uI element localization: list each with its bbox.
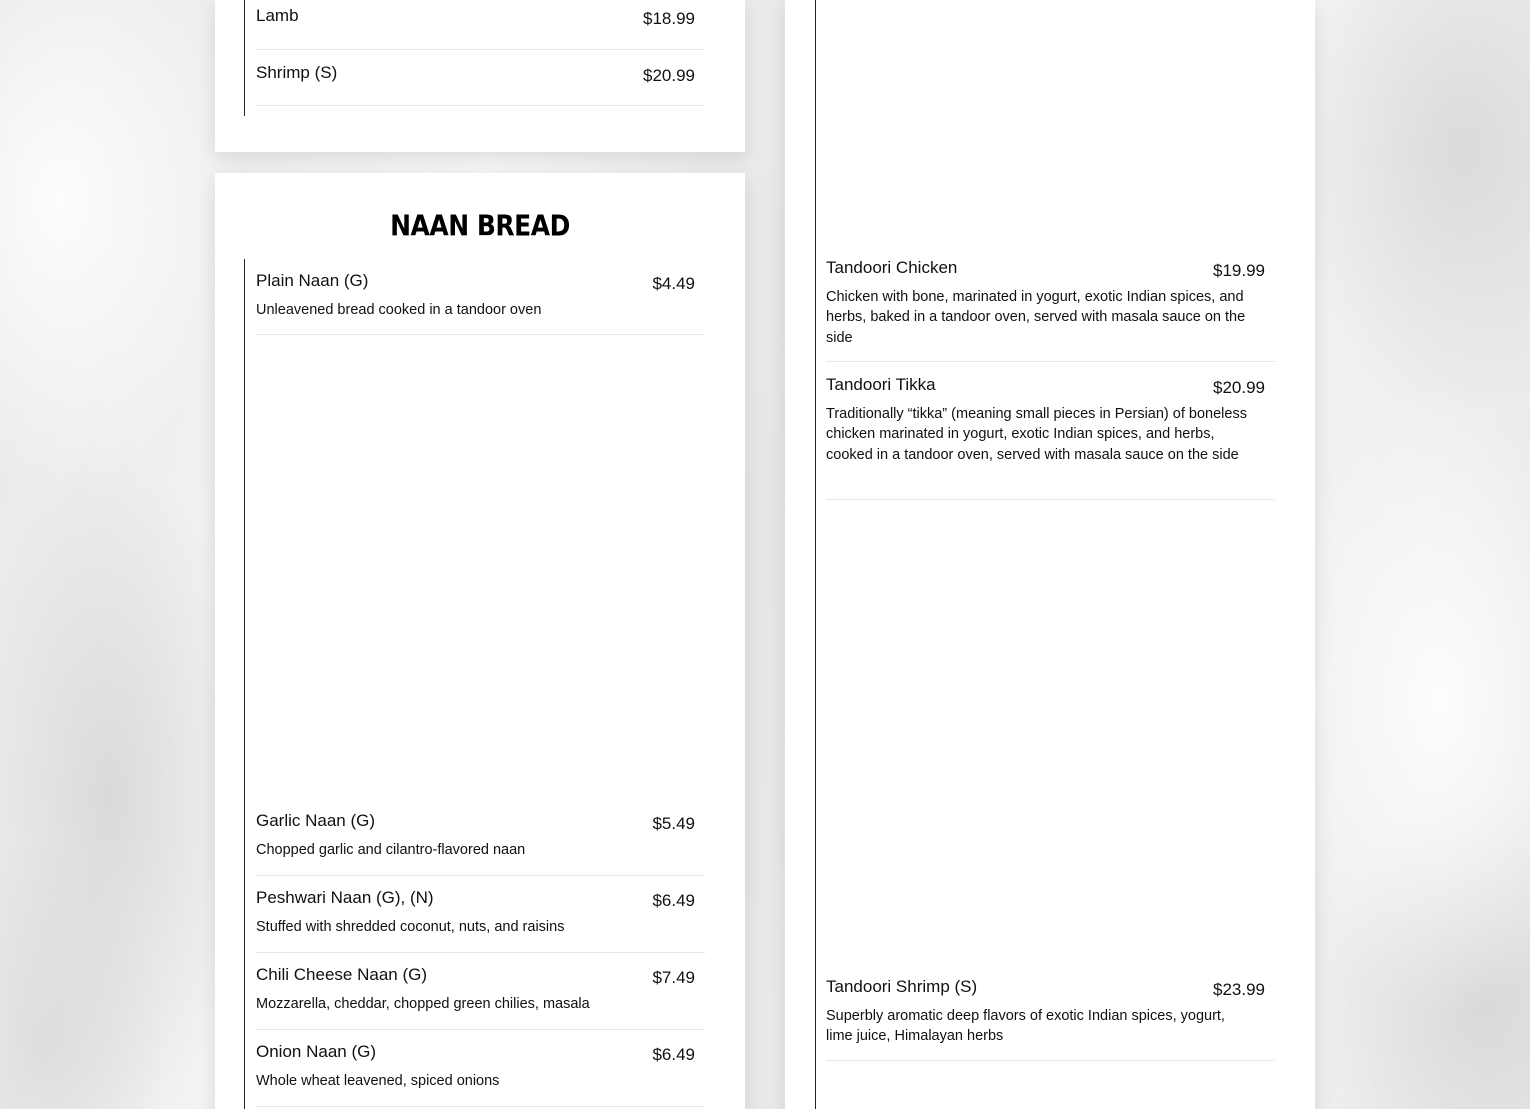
menu-item-description: Whole wheat leavened, spiced onions — [256, 1073, 500, 1089]
menu-item-description: Mozzarella, cheddar, chopped green chilies, masala — [256, 996, 590, 1012]
menu-item-price: $20.99 — [1213, 378, 1265, 397]
section-title: NAAN BREAD — [390, 208, 570, 243]
previous-section-card — [215, 0, 745, 152]
menu-item — [256, 271, 705, 335]
menu-item-name: Lamb — [256, 6, 299, 25]
menu-item-description: Chopped garlic and cilantro-flavored naan — [256, 842, 526, 858]
menu-item-name: Chili Cheese Naan (G) — [256, 965, 428, 984]
menu-item-price: $6.49 — [652, 891, 695, 910]
menu-item-price: $20.99 — [643, 66, 695, 85]
menu-item-price: $5.49 — [652, 814, 695, 833]
menu-item-description: Unleavened bread cooked in a tandoor oven — [256, 302, 542, 318]
menu-item-name: Tandoori Tikka — [826, 375, 936, 394]
menu-item-name: Tandoori Chicken — [826, 258, 958, 277]
menu-item-name: Peshwari Naan (G), (N) — [256, 888, 434, 907]
menu-item-price: $6.49 — [652, 1045, 695, 1064]
menu-item — [256, 811, 705, 876]
menu-item-description: Chicken with bone, marinated in yogurt, exotic Indian spices, and herbs, baked in a tandoor oven, served with masala sauce on the side — [826, 289, 1246, 346]
menu-item — [256, 6, 705, 50]
menu-item-description: Traditionally “tikka” (meaning small pieces in Persian) of boneless chicken marinated in yogurt, exotic Indian spices, and herbs, cooked in a tandoor oven, served with masala sauce on the side — [826, 406, 1247, 463]
menu-item-name: Tandoori Shrimp (S) — [826, 977, 978, 996]
menu-item — [826, 258, 1275, 362]
menu-item-price: $23.99 — [1213, 980, 1265, 999]
menu-item — [256, 1042, 705, 1107]
naan-bread-card — [215, 173, 745, 1109]
menu-item-description: Stuffed with shredded coconut, nuts, and raisins — [256, 919, 565, 935]
menu-item — [256, 888, 705, 953]
menu-item — [256, 63, 705, 106]
menu-item-name: Shrimp (S) — [256, 63, 338, 82]
menu-item-price: $18.99 — [643, 9, 695, 28]
menu-item — [826, 977, 1275, 1061]
menu-item-name: Onion Naan (G) — [256, 1042, 376, 1061]
menu-item-price: $19.99 — [1213, 261, 1265, 280]
section-divider-line — [244, 0, 245, 116]
menu-item — [256, 965, 705, 1030]
menu-item-description: Superbly aromatic deep flavors of exotic Indian spices, yogurt, lime juice, Himalayan herbs — [826, 1008, 1225, 1045]
menu-item-price: $7.49 — [652, 968, 695, 987]
menu-item-name: Plain Naan (G) — [256, 271, 369, 290]
menu-item-price: $4.49 — [652, 274, 695, 293]
section-divider-line — [815, 0, 816, 1109]
menu-item-name: Garlic Naan (G) — [256, 811, 376, 830]
tandoori-card — [785, 0, 1315, 1109]
menu-item — [826, 375, 1275, 500]
section-divider-line — [244, 259, 245, 1109]
